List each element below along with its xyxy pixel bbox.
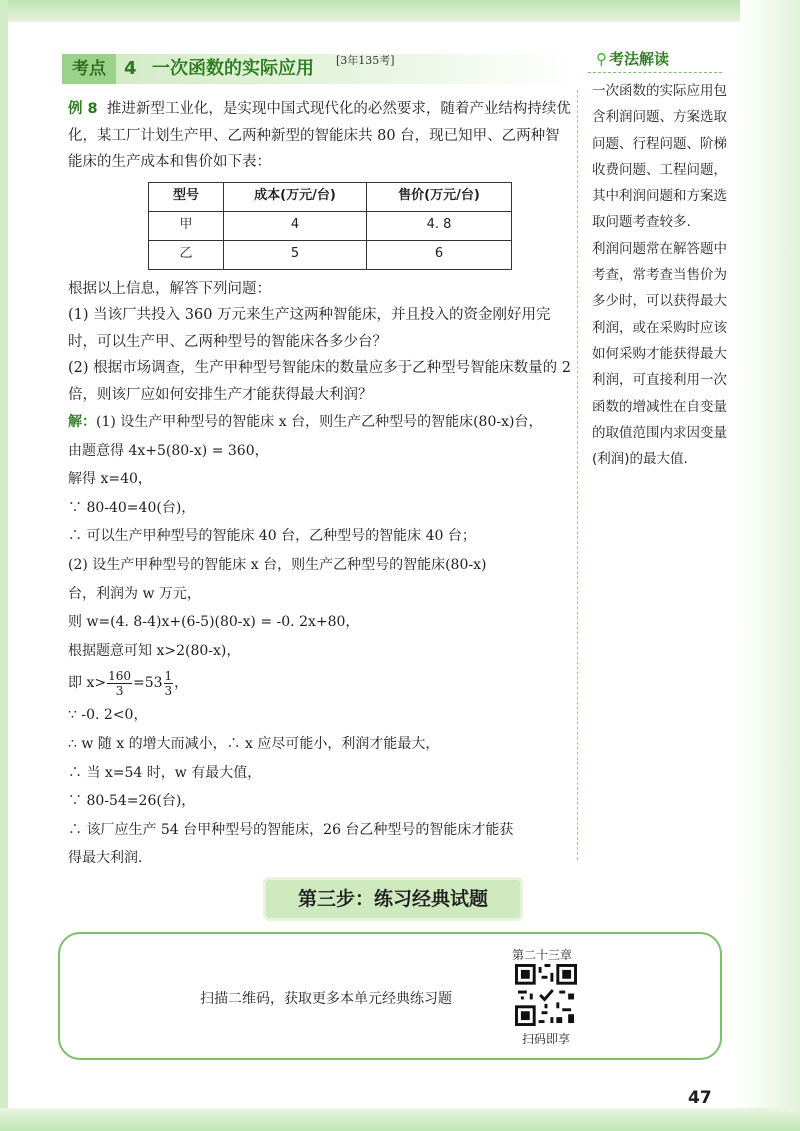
solution-line: ∴ 可以生产甲种型号的智能床 40 台，乙种型号的智能床 40 台； (68, 528, 476, 545)
solution-line-text: (1) 设生产甲种型号的智能床 x 台，则生产乙种型号的智能床(80-x)台， (96, 414, 543, 430)
right-margin-tint (740, 0, 800, 1131)
section-header (62, 54, 574, 84)
qr-chapter-label: 第二十三章 (512, 948, 573, 962)
solution-fraction-line (68, 665, 574, 701)
fraction-denominator: 3 (115, 683, 124, 698)
cost-table (148, 182, 512, 270)
sidebar-title-text: 考法解读 (609, 50, 670, 68)
solution-line: 根据题意可知 x>2(80-x)， (68, 642, 241, 659)
frac-mid: =53 (132, 675, 163, 692)
solution-line: ∴ 当 x=54 时，w 有最大值， (68, 764, 262, 781)
solution-line: ∴ 该厂应生产 54 台甲种型号的智能床，26 台乙种型号的智能床才能获 (68, 821, 514, 838)
fraction (164, 669, 174, 698)
magnifier-icon: ⚲ (596, 50, 607, 68)
solution (68, 408, 574, 873)
table-cell: 5 (224, 240, 367, 269)
prompt-text: 根据以上信息，解答下列问题： (68, 280, 271, 297)
solution-line (68, 408, 574, 437)
solution-line: ∴ w 随 x 的增大而减小，∴ x 应尽可能小，利润才能最大， (68, 735, 440, 752)
fraction (107, 669, 132, 698)
table-cell: 甲 (149, 211, 224, 240)
solution-label: 解： (68, 414, 96, 430)
fraction-numerator: 160 (108, 668, 131, 683)
solution-line: 由题意得 4x+5(80-x) = 360， (68, 442, 269, 459)
example-label: 例 8 (68, 101, 98, 117)
qr-prompt: 扫描二维码，获取更多本单元经典练习题 (200, 991, 452, 1007)
solution-line: 台，利润为 w 万元， (68, 585, 201, 602)
main-content (68, 96, 574, 873)
column-divider (577, 90, 578, 860)
table-header: 成本(万元/台) (224, 182, 367, 211)
solution-line: ∵ 80-54=26(台)， (68, 793, 196, 810)
solution-line: (2) 设生产甲种型号的智能床 x 台，则生产乙种型号的智能床(80-x) (68, 556, 487, 573)
solution-line: ∵ -0. 2<0， (68, 707, 148, 724)
left-strip (0, 0, 8, 1131)
section-title: 一次函数的实际应用 (152, 58, 314, 79)
solution-line: 解得 x=40， (68, 471, 152, 488)
question-2: (2) 根据市场调查，生产甲种型号智能床的数量应多于乙种型号智能床数量的 2 倍，则该厂应如何安排生产才能获得最大利润？ (68, 360, 571, 403)
table-row (149, 211, 512, 240)
sidebar-paragraph: 利润问题常在解答题中考查，常考查当售价为多少时，可以获得最大利润，或在采购时应该如何采购才能获得最大利润，可直接利用一次函数的增减性在自变量的取值范围内求因变量(利润)的最大值. (592, 240, 727, 468)
table-cell: 乙 (149, 240, 224, 269)
sidebar-paragraph: 一次函数的实际应用包含利润问题、方案选取问题、行程问题、阶梯收费问题、工程问题，其中利润问题和方案选取问题考查较多. (592, 83, 727, 231)
top-band (0, 0, 800, 22)
sidebar-body (592, 78, 728, 472)
fraction-denominator: 3 (164, 683, 173, 698)
qr-caption: 扫码即享 (522, 1032, 571, 1046)
section-tag: 考点 (62, 54, 116, 84)
step-banner: 第三步：练习经典试题 (266, 880, 520, 918)
example-intro-text: 推进新型工业化，是实现中国式现代化的必然要求，随着产业结构持续优化，某工厂计划生产甲、乙两种新型的智能床共 80 台，现已知甲、乙两种智能床的生产成本和售价如下表： (68, 101, 571, 170)
qr-code-icon[interactable] (515, 964, 577, 1026)
table-cell: 4. 8 (367, 211, 512, 240)
question-1: (1) 当该厂共投入 360 万元来生产这两种智能床，并且投入的资金刚好用完时，可以生产甲、乙两种型号的智能床各多少台？ (68, 307, 551, 350)
sidebar-title (596, 48, 669, 69)
page-number: 47 (688, 1088, 712, 1108)
table-row (149, 240, 512, 269)
table-cell: 6 (367, 240, 512, 269)
solution-line: ∵ 80-40=40(台)， (68, 499, 196, 516)
section-note: [3年135考] (336, 54, 395, 67)
table-header: 售价(万元/台) (367, 182, 512, 211)
fraction-numerator: 1 (164, 668, 173, 683)
section-number: 4 (124, 58, 137, 79)
solution-line: 则 w=(4. 8-4)x+(6-5)(80-x) = -0. 2x+80， (68, 614, 360, 631)
table-header: 型号 (149, 182, 224, 211)
table-header-row (149, 182, 512, 211)
solution-line: 得最大利润. (68, 850, 143, 867)
sidebar-divider (588, 72, 722, 73)
example-intro (68, 96, 574, 176)
frac-prefix: 即 x> (68, 675, 107, 692)
table-cell: 4 (224, 211, 367, 240)
bottom-band (0, 1108, 800, 1131)
frac-suffix: ， (174, 675, 189, 692)
